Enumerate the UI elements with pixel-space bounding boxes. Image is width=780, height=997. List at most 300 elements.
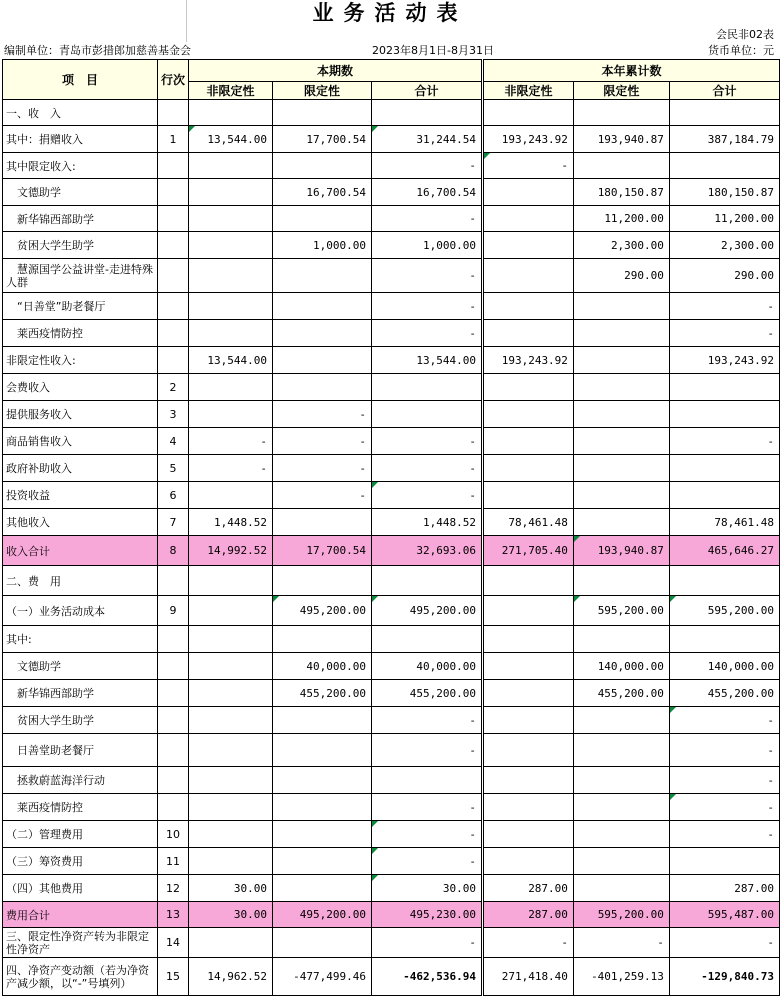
cell-value [573, 875, 669, 902]
cell-value [573, 734, 669, 767]
cell-value: - [272, 428, 371, 455]
cell-value: - [371, 428, 482, 455]
cell-value [189, 626, 273, 653]
cell-value [482, 293, 573, 320]
row-label: 莱西疫情防控 [3, 794, 158, 821]
cell-value: - [669, 928, 779, 958]
cell-value [573, 767, 669, 794]
form-code: 会民非02表 [716, 28, 774, 41]
row-label: 新华锦西部助学 [3, 680, 158, 707]
row-label: 慧源国学公益讲堂-走进特殊人群 [3, 259, 158, 293]
cell-value [272, 848, 371, 875]
cell-value: 455,200.00 [573, 680, 669, 707]
row-line-number [157, 259, 188, 293]
cell-value: 14,992.52 [189, 536, 273, 566]
table-row [3, 902, 780, 928]
cell-value [272, 734, 371, 767]
cell-value [272, 509, 371, 536]
cell-value [573, 100, 669, 126]
row-label: 非限定性收入: [3, 347, 158, 374]
cell-value [272, 821, 371, 848]
cell-value [189, 707, 273, 734]
cell-value: 455,200.00 [371, 680, 482, 707]
cell-value [189, 767, 273, 794]
table-row [3, 320, 780, 347]
row-line-number [157, 680, 188, 707]
cell-value: - [371, 848, 482, 875]
row-label: （三）筹资费用 [3, 848, 158, 875]
cell-value: - [669, 734, 779, 767]
row-line-number: 8 [157, 536, 188, 566]
row-label: 会费收入 [3, 374, 158, 401]
row-line-number: 5 [157, 455, 188, 482]
row-label: 贫困大学生助学 [3, 707, 158, 734]
cell-value: - [272, 401, 371, 428]
cell-value [272, 293, 371, 320]
cell-value: 16,700.54 [272, 179, 371, 206]
cell-value [482, 626, 573, 653]
cell-value [189, 928, 273, 958]
row-line-number [157, 179, 188, 206]
cell-value [669, 626, 779, 653]
cell-value [573, 566, 669, 596]
cell-value [272, 928, 371, 958]
row-label: 莱西疫情防控 [3, 320, 158, 347]
table-row [3, 347, 780, 374]
cell-value [669, 566, 779, 596]
cell-value [189, 596, 273, 626]
row-label: 文德助学 [3, 653, 158, 680]
row-line-number: 11 [157, 848, 188, 875]
table-row [3, 509, 780, 536]
cell-value: 271,705.40 [482, 536, 573, 566]
header-item: 项 目 [3, 60, 158, 100]
cell-value [272, 347, 371, 374]
cell-value [573, 509, 669, 536]
row-label: “日善堂”助老餐厅 [3, 293, 158, 320]
row-label: 三、限定性净资产转为非限定性净资产 [3, 928, 158, 958]
row-label: 拯救蔚蓝海洋行动 [3, 767, 158, 794]
cell-value [573, 428, 669, 455]
cell-value: - [371, 320, 482, 347]
cell-value: 78,461.48 [482, 509, 573, 536]
cell-value [272, 206, 371, 232]
cell-value [189, 848, 273, 875]
cell-value [272, 707, 371, 734]
cell-value [272, 566, 371, 596]
cell-value [482, 680, 573, 707]
cell-value [482, 259, 573, 293]
cell-value [482, 794, 573, 821]
cell-value: - [573, 928, 669, 958]
table-row [3, 206, 780, 232]
row-line-number [157, 734, 188, 767]
row-label: 商品销售收入 [3, 428, 158, 455]
cell-value: - [189, 428, 273, 455]
table-row [3, 126, 780, 153]
cell-value: 1,000.00 [272, 232, 371, 259]
report-title: 业务活动表 [312, 1, 468, 25]
cell-value [272, 100, 371, 126]
row-label: 一、收 入 [3, 100, 158, 126]
cell-value: 287.00 [482, 875, 573, 902]
cell-value: 14,962.52 [189, 958, 273, 996]
cell-value [371, 100, 482, 126]
cell-value [371, 626, 482, 653]
cell-value [573, 374, 669, 401]
header-current-unrestricted: 非限定性 [189, 82, 273, 100]
cell-value [669, 100, 779, 126]
cell-value: 287.00 [669, 875, 779, 902]
cell-value: 17,700.54 [272, 126, 371, 153]
cell-value [573, 455, 669, 482]
cell-value: - [482, 153, 573, 179]
row-line-number: 14 [157, 928, 188, 958]
cell-value [371, 767, 482, 794]
row-line-number: 4 [157, 428, 188, 455]
cell-value: 455,200.00 [669, 680, 779, 707]
cell-value [482, 653, 573, 680]
table-row [3, 482, 780, 509]
row-label: 新华锦西部助学 [3, 206, 158, 232]
header-current: 本期数 [189, 60, 483, 82]
header-current-total: 合计 [371, 82, 482, 100]
cell-value: -129,840.73 [669, 958, 779, 996]
row-line-number: 15 [157, 958, 188, 996]
cell-value [573, 293, 669, 320]
cell-value [189, 794, 273, 821]
row-label: 其中：捐赠收入 [3, 126, 158, 153]
row-line-number [157, 794, 188, 821]
row-line-number [157, 100, 188, 126]
cell-value [482, 206, 573, 232]
row-line-number: 6 [157, 482, 188, 509]
cell-value: -401,259.13 [573, 958, 669, 996]
row-line-number: 1 [157, 126, 188, 153]
cell-value: - [669, 428, 779, 455]
cell-value: - [371, 206, 482, 232]
cell-value [669, 153, 779, 179]
cell-value [573, 707, 669, 734]
cell-value: 1,000.00 [371, 232, 482, 259]
row-line-number [157, 707, 188, 734]
row-line-number: 9 [157, 596, 188, 626]
cell-value [189, 482, 273, 509]
cell-value [189, 680, 273, 707]
table-row [3, 100, 780, 126]
header-ytd-restricted: 限定性 [573, 82, 669, 100]
cell-value: 180,150.87 [573, 179, 669, 206]
cell-value: 290.00 [573, 259, 669, 293]
cell-value: - [371, 259, 482, 293]
row-label: 其他收入 [3, 509, 158, 536]
row-line-number [157, 347, 188, 374]
table-row [3, 401, 780, 428]
cell-value [573, 347, 669, 374]
cell-value [189, 374, 273, 401]
cell-value: - [669, 767, 779, 794]
reporting-period: 2023年8月1日-8月31日 [372, 44, 494, 57]
cell-value: - [371, 734, 482, 767]
header-divider [186, 0, 187, 42]
row-line-number [157, 206, 188, 232]
cell-value: 595,487.00 [669, 902, 779, 928]
table-row [3, 293, 780, 320]
cell-value: 11,200.00 [669, 206, 779, 232]
table-row [3, 536, 780, 566]
row-label: （一）业务活动成本 [3, 596, 158, 626]
row-label: 其中: [3, 626, 158, 653]
cell-value: 40,000.00 [272, 653, 371, 680]
row-label: 费用合计 [3, 902, 158, 928]
row-label: 文德助学 [3, 179, 158, 206]
cell-value [482, 374, 573, 401]
table-row [3, 232, 780, 259]
cell-value [371, 566, 482, 596]
row-line-number [157, 320, 188, 347]
table-row [3, 707, 780, 734]
cell-value: 455,200.00 [272, 680, 371, 707]
cell-value: - [371, 821, 482, 848]
table-row [3, 653, 780, 680]
cell-value [482, 455, 573, 482]
cell-value: - [371, 928, 482, 958]
cell-value: 193,940.87 [573, 536, 669, 566]
cell-value: 40,000.00 [371, 653, 482, 680]
row-line-number: 7 [157, 509, 188, 536]
cell-value [482, 482, 573, 509]
row-line-number [157, 767, 188, 794]
row-label: （四）其他费用 [3, 875, 158, 902]
cell-value [189, 206, 273, 232]
cell-value [272, 320, 371, 347]
cell-value: 495,200.00 [371, 596, 482, 626]
cell-value [573, 482, 669, 509]
cell-value: - [272, 455, 371, 482]
cell-value: 31,244.54 [371, 126, 482, 153]
cell-value: 140,000.00 [573, 653, 669, 680]
cell-value: 30.00 [189, 902, 273, 928]
cell-value: 193,243.92 [482, 347, 573, 374]
cell-value [482, 767, 573, 794]
table-row [3, 153, 780, 179]
cell-value: 30.00 [189, 875, 273, 902]
cell-value [189, 232, 273, 259]
cell-value [573, 153, 669, 179]
cell-value [189, 153, 273, 179]
row-line-number [157, 626, 188, 653]
cell-value [482, 566, 573, 596]
row-label: 贫困大学生助学 [3, 232, 158, 259]
row-line-number: 3 [157, 401, 188, 428]
cell-value [189, 566, 273, 596]
cell-value: 13,544.00 [189, 126, 273, 153]
row-line-number: 2 [157, 374, 188, 401]
table-row [3, 179, 780, 206]
cell-value [272, 153, 371, 179]
header-ytd-total: 合计 [669, 82, 779, 100]
cell-value: 193,243.92 [482, 126, 573, 153]
table-row [3, 821, 780, 848]
row-label: （二）管理费用 [3, 821, 158, 848]
table-row [3, 794, 780, 821]
cell-value: 193,940.87 [573, 126, 669, 153]
cell-value: - [371, 794, 482, 821]
table-row [3, 374, 780, 401]
cell-value: - [669, 821, 779, 848]
cell-value: - [371, 455, 482, 482]
row-line-number [157, 293, 188, 320]
table-row [3, 928, 780, 958]
cell-value: 17,700.54 [272, 536, 371, 566]
row-line-number [157, 153, 188, 179]
cell-value [272, 767, 371, 794]
cell-value: 140,000.00 [669, 653, 779, 680]
cell-value: 32,693.06 [371, 536, 482, 566]
table-row [3, 875, 780, 902]
cell-value [669, 374, 779, 401]
cell-value [272, 259, 371, 293]
cell-value: 30.00 [371, 875, 482, 902]
header-ytd: 本年累计数 [482, 60, 779, 82]
cell-value [482, 596, 573, 626]
cell-value [189, 401, 273, 428]
row-label: 提供服务收入 [3, 401, 158, 428]
row-line-number: 10 [157, 821, 188, 848]
cell-value: 180,150.87 [669, 179, 779, 206]
header-current-restricted: 限定性 [272, 82, 371, 100]
cell-value [272, 374, 371, 401]
table-row [3, 848, 780, 875]
currency-unit: 货币单位：元 [708, 44, 774, 57]
row-label: 投资收益 [3, 482, 158, 509]
cell-value [669, 848, 779, 875]
table-row [3, 455, 780, 482]
table-row [3, 596, 780, 626]
cell-value: 495,200.00 [272, 596, 371, 626]
row-label: 政府补助收入 [3, 455, 158, 482]
cell-value: - [669, 794, 779, 821]
cell-value: 595,200.00 [573, 902, 669, 928]
header-line: 行次 [157, 60, 188, 100]
row-label: 日善堂助老餐厅 [3, 734, 158, 767]
cell-value: - [371, 153, 482, 179]
cell-value: 11,200.00 [573, 206, 669, 232]
cell-value: 495,230.00 [371, 902, 482, 928]
table-row [3, 734, 780, 767]
cell-value [482, 734, 573, 767]
cell-value: 13,544.00 [189, 347, 273, 374]
row-line-number [157, 566, 188, 596]
cell-value [189, 821, 273, 848]
row-line-number: 12 [157, 875, 188, 902]
cell-value: 78,461.48 [669, 509, 779, 536]
cell-value: - [371, 293, 482, 320]
cell-value [189, 653, 273, 680]
cell-value [573, 401, 669, 428]
cell-value [573, 320, 669, 347]
cell-value [371, 374, 482, 401]
cell-value: 271,418.40 [482, 958, 573, 996]
cell-value: - [272, 482, 371, 509]
cell-value [573, 821, 669, 848]
cell-value [189, 100, 273, 126]
cell-value: 2,300.00 [573, 232, 669, 259]
row-line-number [157, 653, 188, 680]
cell-value: - [669, 293, 779, 320]
table-row [3, 680, 780, 707]
cell-value [482, 848, 573, 875]
cell-value [272, 794, 371, 821]
cell-value: -477,499.46 [272, 958, 371, 996]
cell-value [573, 626, 669, 653]
cell-value: 595,200.00 [669, 596, 779, 626]
cell-value: 16,700.54 [371, 179, 482, 206]
cell-value [371, 401, 482, 428]
cell-value: 287.00 [482, 902, 573, 928]
cell-value: 2,300.00 [669, 232, 779, 259]
cell-value: 387,184.79 [669, 126, 779, 153]
cell-value [189, 734, 273, 767]
cell-value: 595,200.00 [573, 596, 669, 626]
table-row [3, 428, 780, 455]
cell-value: 193,243.92 [669, 347, 779, 374]
cell-value: - [669, 320, 779, 347]
cell-value: 1,448.52 [189, 509, 273, 536]
row-label: 收入合计 [3, 536, 158, 566]
table-row [3, 626, 780, 653]
cell-value [482, 401, 573, 428]
activity-table [2, 59, 780, 996]
cell-value: - [482, 928, 573, 958]
header-ytd-unrestricted: 非限定性 [482, 82, 573, 100]
cell-value [573, 794, 669, 821]
cell-value [482, 428, 573, 455]
table-row [3, 259, 780, 293]
table-row [3, 566, 780, 596]
cell-value [189, 320, 273, 347]
cell-value [573, 848, 669, 875]
cell-value: - [371, 482, 482, 509]
cell-value: 495,200.00 [272, 902, 371, 928]
reporting-unit: 编制单位：青岛市彭措郎加慈善基金会 [4, 44, 191, 57]
cell-value: 465,646.27 [669, 536, 779, 566]
row-label: 其中限定收入: [3, 153, 158, 179]
cell-value [272, 875, 371, 902]
cell-value: 1,448.52 [371, 509, 482, 536]
cell-value [482, 100, 573, 126]
cell-value [669, 455, 779, 482]
table-row [3, 958, 780, 996]
cell-value [189, 179, 273, 206]
cell-value [482, 320, 573, 347]
row-label: 四、净资产变动额（若为净资产减少额，以“-”号填列） [3, 958, 158, 996]
cell-value [482, 821, 573, 848]
cell-value: - [371, 707, 482, 734]
cell-value [482, 707, 573, 734]
cell-value [189, 293, 273, 320]
cell-value [669, 482, 779, 509]
row-line-number [157, 232, 188, 259]
cell-value: - [189, 455, 273, 482]
table-row [3, 767, 780, 794]
cell-value [669, 401, 779, 428]
cell-value: 290.00 [669, 259, 779, 293]
row-label: 二、费 用 [3, 566, 158, 596]
cell-value [272, 626, 371, 653]
cell-value [482, 179, 573, 206]
cell-value [189, 259, 273, 293]
